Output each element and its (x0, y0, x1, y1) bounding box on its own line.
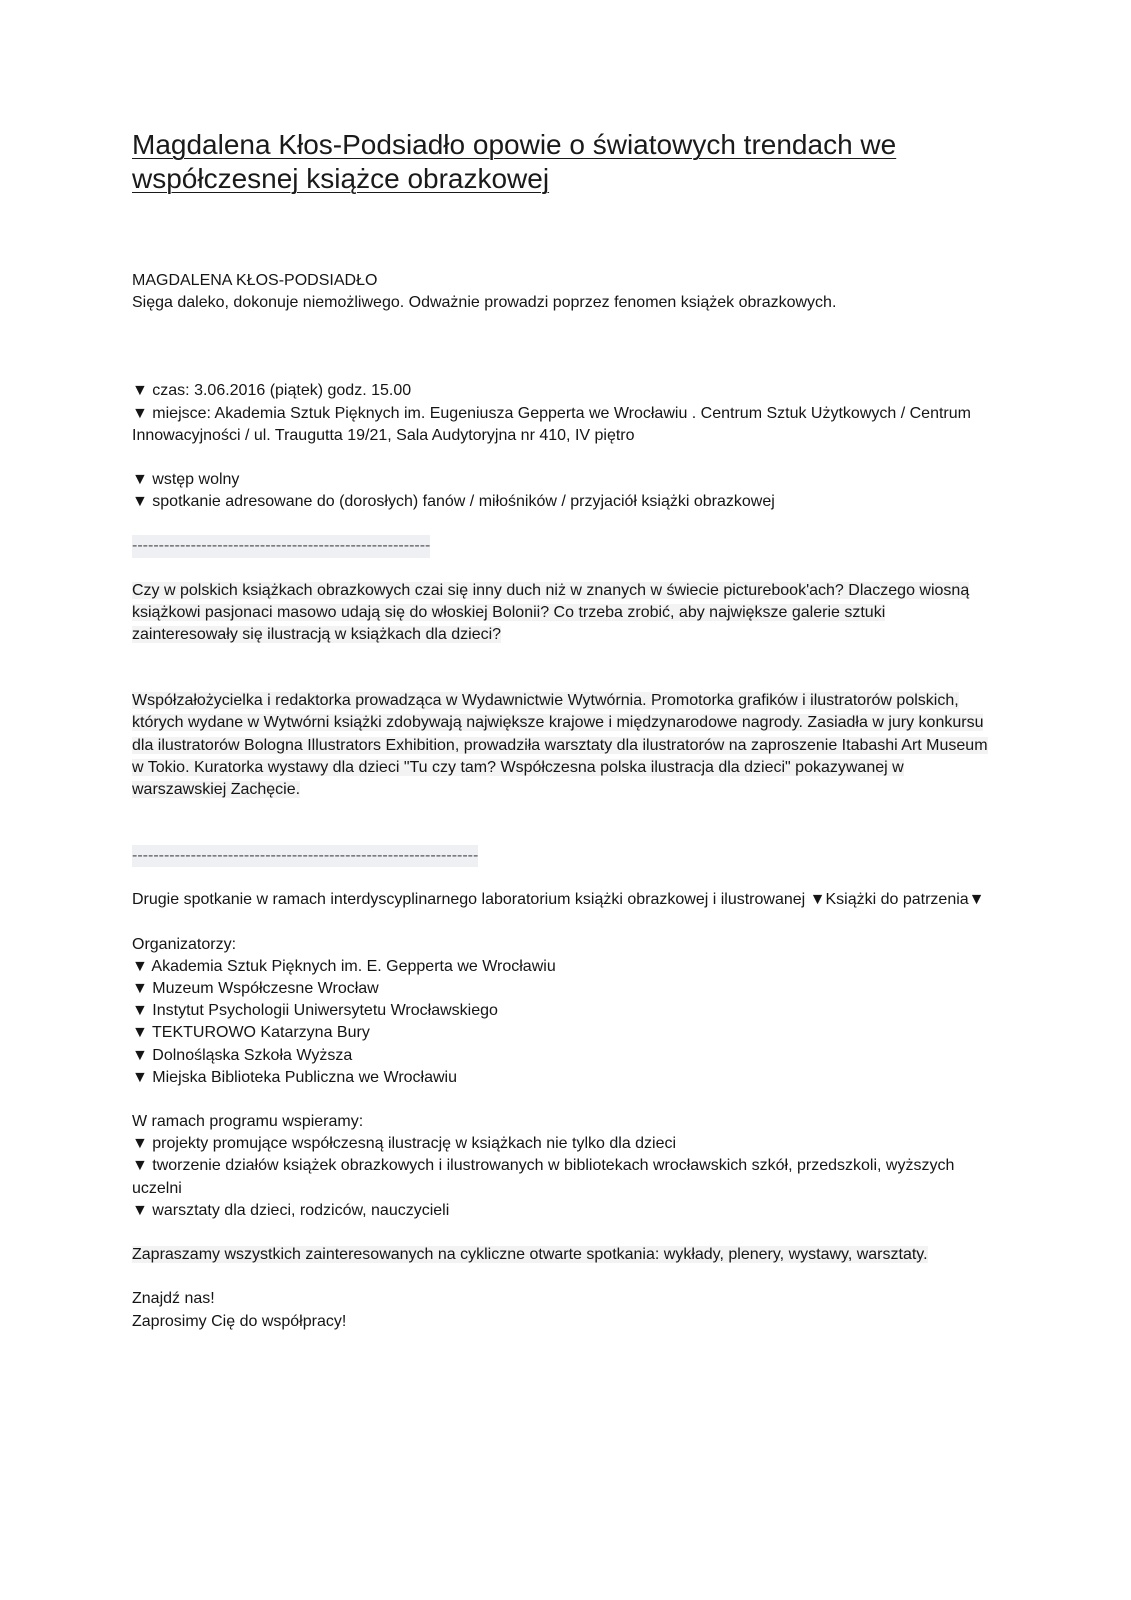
intro-text: Czy w polskich książkach obrazkowych czai się inny duch niż w znanych w świecie picturebook'ach? Dlaczego wiosną książkowi pasjonaci masowo udają się do włoskiej Bolonii? Co trzeba zrobić, aby największe galerie sztuki zainteresowały się ilustracją w książkach dla dzieci? (132, 581, 970, 644)
series-paragraph: Drugie spotkanie w ramach interdyscyplinarnego laboratorium książki obrazkowej i ilustrowanej ▼Książki do patrzenia▼ (132, 891, 985, 909)
bio-paragraph (132, 690, 992, 801)
spacer (132, 1222, 992, 1244)
spacer (132, 447, 992, 469)
spacer (132, 558, 992, 580)
closing-line-1: Znajdź nas! (132, 1290, 215, 1308)
spacer (132, 1089, 992, 1111)
spacer (132, 314, 992, 358)
spacer (132, 867, 992, 889)
speaker-name: MAGDALENA KŁOS-PODSIADŁO (132, 272, 378, 289)
document-body (132, 270, 992, 1333)
separator-line (132, 535, 992, 557)
spacer (132, 513, 992, 535)
event-time: ▼ czas: 3.06.2016 (piątek) godz. 15.00 (132, 382, 412, 400)
list-item: ▼ Instytut Psychologii Uniwersytetu Wrocławskiego (132, 1002, 498, 1020)
spacer (132, 646, 992, 690)
list-item: ▼ Muzeum Współczesne Wrocław (132, 980, 379, 998)
event-audience: ▼ spotkanie adresowane do (dorosłych) fanów / miłośników / przyjaciół książki obrazkowej (132, 493, 775, 511)
speaker-tagline: Sięga daleko, dokonuje niemożliwego. Odważnie prowadzi poprzez fenomen książek obrazkowych. (132, 294, 837, 312)
bio-text: Współzałożycielka i redaktorka prowadząca w Wydawnictwie Wytwórnia. Promotorka grafików i ilustratorów polskich, których wydane w Wytwórni książki zdobywają największe krajowe i międzynarodowe nagrody. Zasiadła w jury konkursu dla ilustratorów Bologna Illustrators Exhibition, prowadziła warsztaty dla ilustratorów na zaproszenie Itabashi Art Museum w Tokio. Kuratorka wystawy dla dzieci "Tu czy tam? Współczesna polska ilustracja dla dzieci" pokazywanej w warszawskiej Zachęcie. (132, 692, 988, 799)
list-item: ▼ Dolnośląska Szkoła Wyższa (132, 1046, 353, 1064)
closing-line-2: Zaprosimy Cię do współpracy! (132, 1312, 347, 1330)
separator-line (132, 845, 992, 867)
page-title (132, 128, 972, 196)
separator-text: ----------------------------------------------------------------- (132, 845, 478, 867)
list-item: ▼ Akademia Sztuk Pięknych im. E. Gepperta we Wrocławiu (132, 957, 556, 975)
program-list (132, 1133, 992, 1222)
list-item: ▼ projekty promujące współczesną ilustrację w książkach nie tylko dla dzieci (132, 1135, 677, 1153)
event-place: ▼ miejsce: Akademia Sztuk Pięknych im. Eugeniusza Gepperta we Wrocławiu . Centrum Sztuk Użytkowych / Centrum Innowacyjności / ul. Traugutta 19/21, Sala Audytoryjna nr 410, IV piętro (132, 404, 971, 444)
list-item: ▼ Miejska Biblioteka Publiczna we Wrocławiu (132, 1068, 457, 1086)
organizers-list (132, 956, 992, 1089)
list-item: ▼ TEKTUROWO Katarzyna Bury (132, 1024, 370, 1042)
invite-text: Zapraszamy wszystkich zainteresowanych na cykliczne otwarte spotkania: wykłady, plenery, wystawy, warsztaty. (132, 1246, 928, 1264)
separator-text: -------------------------------------------------------- (132, 535, 430, 557)
intro-paragraph (132, 580, 992, 647)
organizers-heading: Organizatorzy: (132, 935, 237, 953)
invite-paragraph (132, 1244, 992, 1266)
page-title-text: Magdalena Kłos-Podsiadło opowie o światowych trendach we współczesnej książce obrazkowej (132, 129, 897, 194)
program-heading: W ramach programu wspieramy: (132, 1113, 364, 1131)
list-item: ▼ tworzenie działów książek obrazkowych i ilustrowanych w bibliotekach wrocławskich szkół, przedszkoli, wyższych uczelni (132, 1157, 955, 1197)
list-item: ▼ warsztaty dla dzieci, rodziców, nauczycieli (132, 1201, 450, 1219)
event-entry: ▼ wstęp wolny (132, 471, 240, 489)
spacer (132, 801, 992, 845)
spacer (132, 1266, 992, 1288)
spacer (132, 912, 992, 934)
spacer (132, 358, 992, 380)
